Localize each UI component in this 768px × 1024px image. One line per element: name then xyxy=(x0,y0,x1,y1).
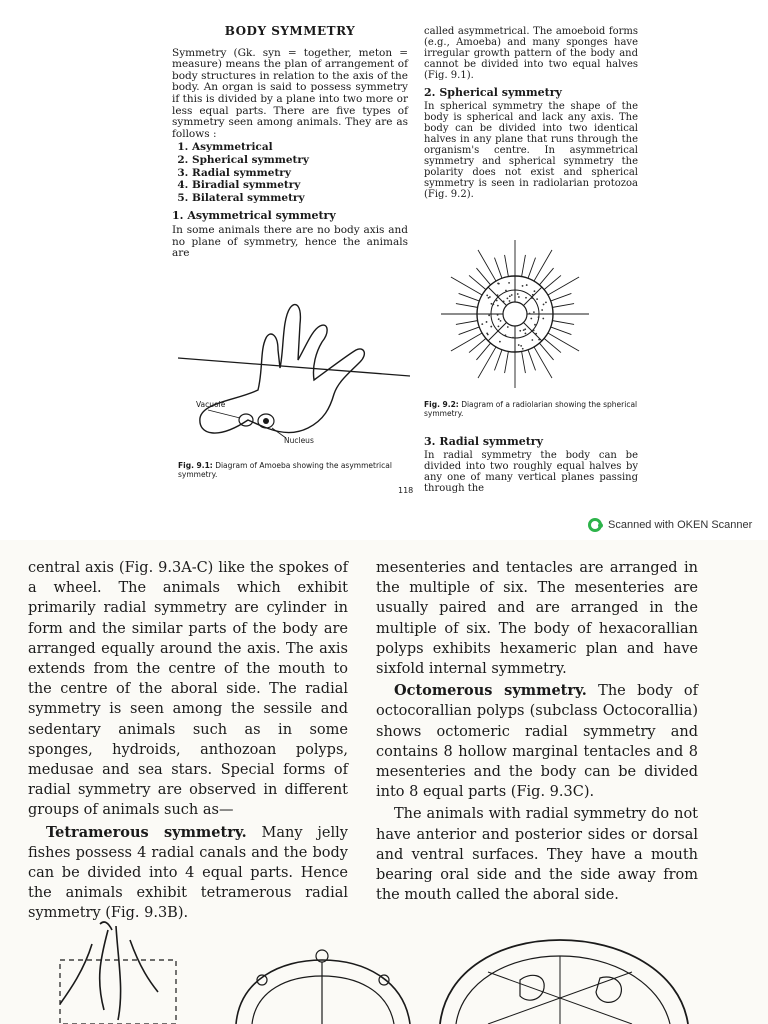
top-left-column xyxy=(172,26,408,262)
tetramerous-paragraph xyxy=(28,823,348,924)
spherical-paragraph: In spherical symmetry the shape of the body is spherical and lack any axis. The body can be divided into two identical halves in any plane that runs through the organism's centre. In asymmetrical symmetry and spherical symmetry the polarity does not exist and spherical symmetry is seen in radiolarian protozoa (Fig. 9.2). xyxy=(424,101,638,200)
top-right-column xyxy=(424,26,638,202)
radial-continued-paragraph: central axis (Fig. 9.3A-C) like the spokes of a wheel. The animals which exhibit primarily radial symmetry are cylinder in form and the similar parts of the body are arranged equally around the axis. The axis extends from the centre of the mouth to the centre of the aboral side. The radial symmetry is seen among the sessile and sedentary animals such as in some sponges, hydroids, anthozoan polyps, medusae and sea stars. Special forms of radial symmetry are observed in different groups of animals such as— xyxy=(28,560,348,819)
intro-paragraph: Symmetry (Gk. syn = together, meton = measure) means the plan of arrangement of body structures in relation to the axis of the body. An organ is said to possess symmetry if this is divided by a plane into two more or less equal parts. There are five types of symmetry seen among animals. They are as follows : xyxy=(172,46,408,140)
list-item: 2. Spherical symmetry xyxy=(192,155,408,167)
list-item: 4. Biradial symmetry xyxy=(192,180,408,192)
fig2-caption-text: Diagram of a radiolarian showing the spherical symmetry. xyxy=(424,400,638,418)
nucleus-label: Nucleus xyxy=(284,436,314,445)
radial-section xyxy=(424,430,638,496)
octomerous-heading: Octomerous symmetry. xyxy=(394,682,587,700)
fig1-caption xyxy=(178,461,404,479)
symmetry-types-list xyxy=(192,142,408,204)
list-item: 1. Asymmetrical xyxy=(192,142,408,154)
fig1-caption-prefix: Fig. 9.1: xyxy=(178,461,213,470)
scanner-logo-icon xyxy=(588,518,602,532)
list-item: 5. Bilateral symmetry xyxy=(192,193,408,205)
radial-heading: 3. Radial symmetry xyxy=(424,435,543,448)
page-number: 118 xyxy=(398,486,414,495)
section-heading: BODY SYMMETRY xyxy=(224,24,356,38)
scanner-watermark xyxy=(588,518,752,532)
octomerous-paragraph xyxy=(376,681,698,802)
radial-paragraph: In radial symmetry the body can be divided into two roughly equal halves by any one of many vertical planes passing through the xyxy=(424,450,638,494)
list-item: 3. Radial symmetry xyxy=(192,168,408,180)
asymmetrical-heading: 1. Asymmetrical symmetry xyxy=(172,209,336,223)
scanner-label: Scanned with OKEN Scanner xyxy=(608,519,753,531)
radial-summary-paragraph: The animals with radial symmetry do not have anterior and posterior sides or dorsal and ventral surfaces. They have a mouth bearing oral side and the side away from the mouth called the aboral side. xyxy=(376,806,698,904)
bottom-right-column xyxy=(376,558,698,907)
fig1-caption-text: Diagram of Amoeba showing the asymmetrical symmetry. xyxy=(178,461,392,479)
tetramerous-text: Many jelly fishes possess 4 radial canals and the body can be divided into 4 equal parts. Hence the animals exhibit tetramerous radial symmetry (Fig. 9.3B). xyxy=(28,824,348,922)
bottom-page xyxy=(0,540,768,1024)
spherical-heading: 2. Spherical symmetry xyxy=(424,86,562,99)
amoeba-figure xyxy=(178,290,410,460)
asymmetrical-continued-paragraph: called asymmetrical. The amoeboid forms (e.g., Amoeba) and many sponges have irregular growth pattern of the body and cannot be divided into two equal halves (Fig. 9.1). xyxy=(424,26,638,81)
hexamerous-continued-paragraph: mesenteries and tentacles are arranged in the multiple of six. The mesenteries are usually paired and are arranged in the multiple of six. The body of hexacorallian polyps exhibits hexameric plan and have sixfold internal symmetry. xyxy=(376,560,698,678)
fig2-caption xyxy=(424,400,638,418)
octomerous-text: The body of octocorallian polyps (subclass Octocorallia) shows octomeric radial symmetry and contains 8 hollow marginal tentacles and 8 mesenteries and the body can be divided into 8 equal parts (Fig. 9.3C). xyxy=(376,683,698,801)
bottom-left-column xyxy=(28,558,348,926)
fig-9-3-partial-drawings xyxy=(0,920,768,1024)
asymmetrical-paragraph: In some animals there are no body axis and no plane of symmetry, hence the animals are xyxy=(172,223,408,260)
fig2-caption-prefix: Fig. 9.2: xyxy=(424,400,459,409)
radiolarian-figure xyxy=(440,234,590,394)
tetramerous-heading: Tetramerous symmetry. xyxy=(46,823,247,841)
vacuole-label: Vacuole xyxy=(196,400,226,409)
